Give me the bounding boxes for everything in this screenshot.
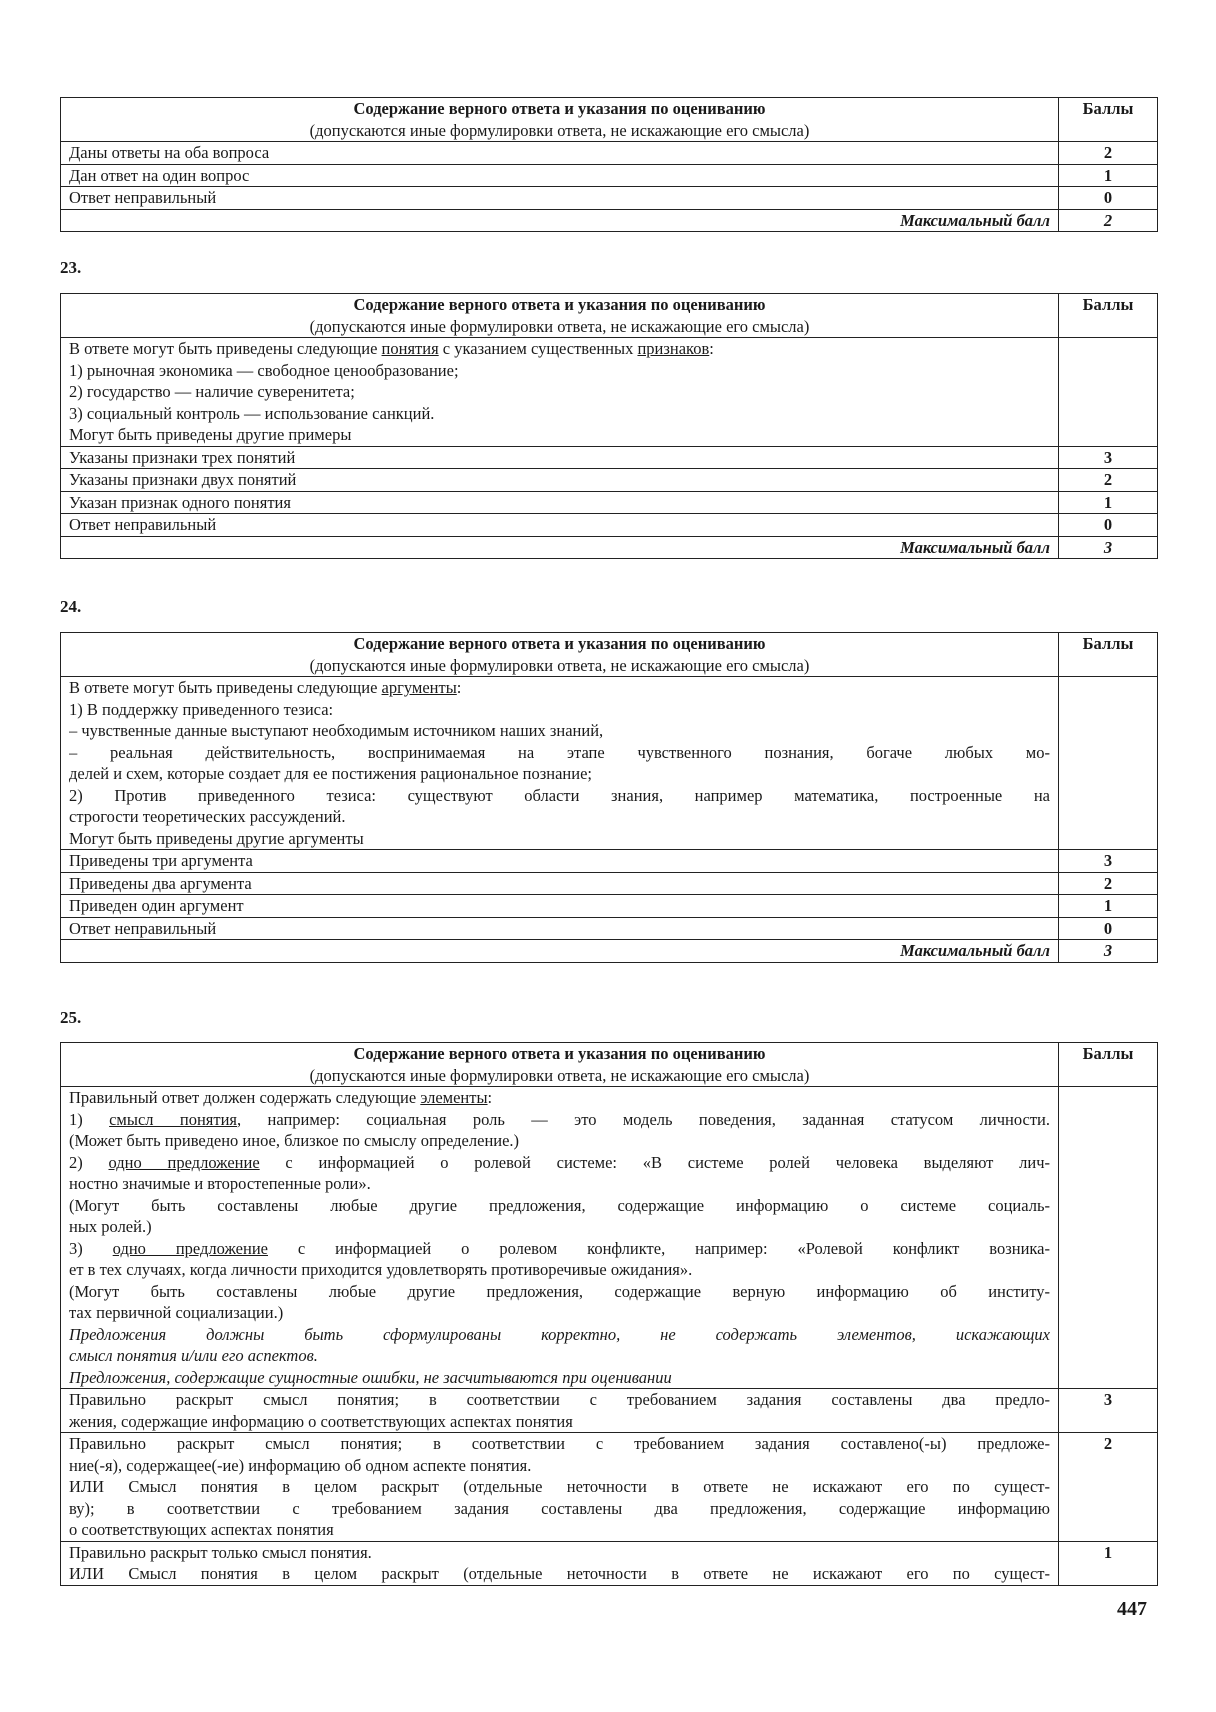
text-line xyxy=(69,1087,1050,1109)
header-row xyxy=(61,98,1158,142)
header-score: Баллы xyxy=(1059,98,1158,142)
text-segment: Правильно раскрыт смысл понятия; в соответствии с требованием задания составлено(-ы) предложе- xyxy=(69,1434,1050,1453)
criterion-row xyxy=(61,491,1158,514)
criterion-row xyxy=(61,872,1158,895)
header-title: Содержание верного ответа и указания по оцениванию xyxy=(353,1044,766,1063)
text-segment: ИЛИ Смысл понятия в целом раскрыт (отдельные неточности в ответе не искажают его по сущест- xyxy=(69,1477,1050,1496)
criterion-row xyxy=(61,895,1158,918)
underlined-term: одно предложение xyxy=(112,1238,268,1258)
text-line xyxy=(69,1476,1050,1498)
header-row xyxy=(61,633,1158,677)
criterion-text xyxy=(61,1389,1059,1433)
text-segment: , например: социальная роль — это модель поведения, заданная статусом личности. xyxy=(237,1109,1050,1129)
criterion-row xyxy=(61,187,1158,210)
text-segment: (Могут быть составлены любые другие предложения, содержащие верную информацию об институ- xyxy=(69,1281,1050,1301)
answer-content xyxy=(61,1087,1059,1389)
text-segment: ИЛИ Смысл понятия в целом раскрыт (отдельные неточности в ответе не искажают его по сущест- xyxy=(69,1564,1050,1583)
text-segment: Предложения должны быть сформулированы корректно, не содержать элементов, искажающих xyxy=(69,1324,1050,1344)
text-segment: делей и схем, которые создает для ее постижения рациональное познание; xyxy=(69,764,592,783)
max-score-value: 3 xyxy=(1059,940,1158,963)
header-title: Содержание верного ответа и указания по оцениванию xyxy=(353,295,766,314)
text-line xyxy=(69,828,1050,850)
underlined-term: одно предложение xyxy=(108,1152,260,1172)
page-number: 447 xyxy=(1117,1598,1147,1620)
underlined-term: понятия xyxy=(381,339,439,358)
empty-score-cell xyxy=(1059,677,1158,850)
text-segment: : xyxy=(456,678,462,697)
text-line xyxy=(69,742,1050,764)
criterion-text: Дан ответ на один вопрос xyxy=(61,164,1059,187)
criterion-score: 2 xyxy=(1059,872,1158,895)
text-line xyxy=(69,1455,1050,1477)
text-segment: Правильно раскрыт смысл понятия; в соответствии с требованием задания составлены два предло- xyxy=(69,1390,1050,1409)
text-segment: ет в тех случаях, когда личности приходится удовлетворять противоречивые ожидания». xyxy=(69,1260,693,1279)
text-segment: 2) xyxy=(69,1152,109,1172)
content-row xyxy=(61,338,1158,447)
text-segment: с информацией о ролевом конфликте, например: «Ролевой конфликт возника- xyxy=(268,1238,1050,1258)
max-score-row xyxy=(61,209,1158,232)
text-segment: 1) xyxy=(69,1109,110,1129)
text-segment: 1) рыночная экономика — свободное ценообразование; xyxy=(69,360,459,380)
criterion-text: Ответ неправильный xyxy=(61,917,1059,940)
text-line xyxy=(69,1411,1050,1433)
text-segment: – чувственные данные выступают необходимым источником наших знаний, xyxy=(69,721,604,740)
criterion-score: 1 xyxy=(1059,491,1158,514)
header-score: Баллы xyxy=(1059,1043,1158,1087)
header-row xyxy=(61,1043,1158,1087)
header-criteria xyxy=(61,633,1059,677)
answer-content xyxy=(61,338,1059,447)
text-segment: жения, содержащие информацию о соответствующих аспектах понятия xyxy=(69,1411,573,1431)
text-line xyxy=(69,785,1050,807)
header-score: Баллы xyxy=(1059,294,1158,338)
criterion-text: Указаны признаки двух понятий xyxy=(61,469,1059,492)
max-score-value: 2 xyxy=(1059,209,1158,232)
text-line xyxy=(69,763,1050,785)
text-line xyxy=(69,677,1050,699)
text-line xyxy=(69,1130,1050,1152)
task-number: 23. xyxy=(60,258,82,277)
text-segment: : xyxy=(487,1088,493,1107)
text-segment: Правильно раскрыт только смысл понятия. xyxy=(69,1542,372,1562)
criterion-text: Приведены два аргумента xyxy=(61,872,1059,895)
task-number: 25. xyxy=(60,1008,82,1027)
text-line xyxy=(69,1367,1050,1389)
underlined-term: элементы xyxy=(420,1088,488,1107)
header-row xyxy=(61,294,1158,338)
criterion-score: 3 xyxy=(1059,1389,1158,1433)
criterion-row xyxy=(61,164,1158,187)
criterion-text: Указан признак одного понятия xyxy=(61,491,1059,514)
criterion-row xyxy=(61,1541,1158,1585)
criterion-text: Приведены три аргумента xyxy=(61,850,1059,873)
text-segment: 3) xyxy=(69,1238,113,1258)
empty-score-cell xyxy=(1059,1087,1158,1389)
header-criteria xyxy=(61,294,1059,338)
text-line xyxy=(69,1345,1050,1367)
text-segment: тах первичной социализации.) xyxy=(69,1303,284,1322)
text-line xyxy=(69,1152,1050,1174)
text-line xyxy=(69,699,1050,721)
text-line xyxy=(69,1542,1050,1564)
header-title: Содержание верного ответа и указания по оцениванию xyxy=(353,634,766,653)
scoring-table xyxy=(60,632,1158,963)
text-segment: с информацией о ролевой системе: «В системе ролей человека выделяют лич- xyxy=(259,1152,1050,1172)
max-score-label: Максимальный балл xyxy=(61,209,1059,232)
max-score-row xyxy=(61,940,1158,963)
criterion-row xyxy=(61,142,1158,165)
text-line xyxy=(69,403,1050,425)
text-line xyxy=(69,1519,1050,1541)
criterion-score: 2 xyxy=(1059,142,1158,165)
text-line xyxy=(69,360,1050,382)
text-segment: ных ролей.) xyxy=(69,1217,152,1236)
criterion-score: 2 xyxy=(1059,469,1158,492)
text-segment: смысл понятия и/или его аспектов. xyxy=(69,1346,318,1365)
underlined-term: смысл понятия xyxy=(109,1109,238,1129)
scoring-table xyxy=(60,293,1158,559)
text-line xyxy=(69,1195,1050,1217)
text-segment: 3) социальный контроль — использование санкций. xyxy=(69,403,435,423)
criterion-row xyxy=(61,917,1158,940)
header-criteria xyxy=(61,1043,1059,1087)
header-title: Содержание верного ответа и указания по оцениванию xyxy=(353,99,766,118)
text-segment: Правильный ответ должен содержать следующие xyxy=(69,1088,421,1107)
content-row xyxy=(61,1087,1158,1389)
criterion-row xyxy=(61,446,1158,469)
text-line xyxy=(69,1281,1050,1303)
criterion-score: 1 xyxy=(1059,164,1158,187)
text-line xyxy=(69,1563,1050,1585)
criterion-score: 1 xyxy=(1059,1541,1158,1585)
text-line xyxy=(69,1498,1050,1520)
content-row xyxy=(61,677,1158,850)
max-score-row xyxy=(61,536,1158,559)
scoring-table xyxy=(60,1042,1158,1586)
text-segment: Могут быть приведены другие аргументы xyxy=(69,828,364,848)
text-line xyxy=(69,1259,1050,1281)
answer-content xyxy=(61,677,1059,850)
header-subtitle: (допускаются иные формулировки ответа, не искажающие его смысла) xyxy=(309,120,810,140)
text-segment: : xyxy=(709,339,714,358)
text-line xyxy=(69,1109,1050,1131)
criterion-text xyxy=(61,1541,1059,1585)
text-segment: (Могут быть составлены любые другие предложения, содержащие информацию о системе социаль- xyxy=(69,1195,1050,1215)
text-segment: – реальная действительность, воспринимаемая на этапе чувственного познания, богаче любых мо- xyxy=(69,742,1050,762)
header-criteria xyxy=(61,98,1059,142)
header-score: Баллы xyxy=(1059,633,1158,677)
scoring-table xyxy=(60,97,1158,232)
text-segment: ву); в соответствии с требованием задания составлены два предложения, содержащие информацию xyxy=(69,1498,1050,1518)
criterion-text: Ответ неправильный xyxy=(61,187,1059,210)
underlined-term: признаков xyxy=(637,339,710,358)
criterion-text: Указаны признаки трех понятий xyxy=(61,446,1059,469)
text-segment: Могут быть приведены другие примеры xyxy=(69,425,352,444)
underlined-term: аргументы xyxy=(381,678,457,697)
text-segment: В ответе могут быть приведены следующие xyxy=(69,339,382,358)
criterion-score: 0 xyxy=(1059,917,1158,940)
max-score-value: 3 xyxy=(1059,536,1158,559)
text-segment: 1) В поддержку приведенного тезиса: xyxy=(69,699,334,719)
text-segment: В ответе могут быть приведены следующие xyxy=(69,678,382,697)
criterion-row xyxy=(61,850,1158,873)
text-segment: строгости теоретических рассуждений. xyxy=(69,807,346,826)
max-score-label: Максимальный балл xyxy=(61,536,1059,559)
text-segment: ностно значимые и второстепенные роли». xyxy=(69,1174,371,1193)
criterion-score: 1 xyxy=(1059,895,1158,918)
text-segment: с указанием существенных xyxy=(438,339,638,358)
text-line xyxy=(69,1216,1050,1238)
text-line xyxy=(69,1238,1050,1260)
text-line xyxy=(69,1173,1050,1195)
text-line xyxy=(69,338,1050,360)
header-subtitle: (допускаются иные формулировки ответа, не искажающие его смысла) xyxy=(309,655,810,675)
task-number: 24. xyxy=(60,597,82,616)
criterion-score: 3 xyxy=(1059,446,1158,469)
criterion-row xyxy=(61,1389,1158,1433)
text-segment: о соответствующих аспектах понятия xyxy=(69,1520,334,1539)
criterion-score: 2 xyxy=(1059,1433,1158,1542)
text-segment: Предложения, содержащие сущностные ошибки, не засчитываются при оценивании xyxy=(69,1367,672,1387)
criterion-score: 3 xyxy=(1059,850,1158,873)
text-line xyxy=(69,1389,1050,1411)
criterion-score: 0 xyxy=(1059,514,1158,537)
criterion-text: Приведен один аргумент xyxy=(61,895,1059,918)
text-line xyxy=(69,1302,1050,1324)
text-segment: 2) Против приведенного тезиса: существуют области знания, например математика, построенные на xyxy=(69,785,1050,805)
text-line xyxy=(69,806,1050,828)
criterion-row xyxy=(61,1433,1158,1542)
text-line xyxy=(69,381,1050,403)
empty-score-cell xyxy=(1059,338,1158,447)
header-subtitle: (допускаются иные формулировки ответа, не искажающие его смысла) xyxy=(309,316,810,336)
text-line xyxy=(69,1324,1050,1346)
criterion-score: 0 xyxy=(1059,187,1158,210)
text-line xyxy=(69,720,1050,742)
text-line xyxy=(69,424,1050,446)
text-segment: 2) государство — наличие суверенитета; xyxy=(69,382,355,401)
criterion-row xyxy=(61,514,1158,537)
criterion-text xyxy=(61,1433,1059,1542)
criterion-text: Ответ неправильный xyxy=(61,514,1059,537)
header-subtitle: (допускаются иные формулировки ответа, не искажающие его смысла) xyxy=(309,1065,810,1085)
criterion-text: Даны ответы на оба вопроса xyxy=(61,142,1059,165)
text-line xyxy=(69,1433,1050,1455)
max-score-label: Максимальный балл xyxy=(61,940,1059,963)
text-segment: (Может быть приведено иное, близкое по смыслу определение.) xyxy=(69,1131,520,1150)
text-segment: ние(-я), содержащее(-ие) информацию об одном аспекте понятия. xyxy=(69,1455,532,1475)
criterion-row xyxy=(61,469,1158,492)
